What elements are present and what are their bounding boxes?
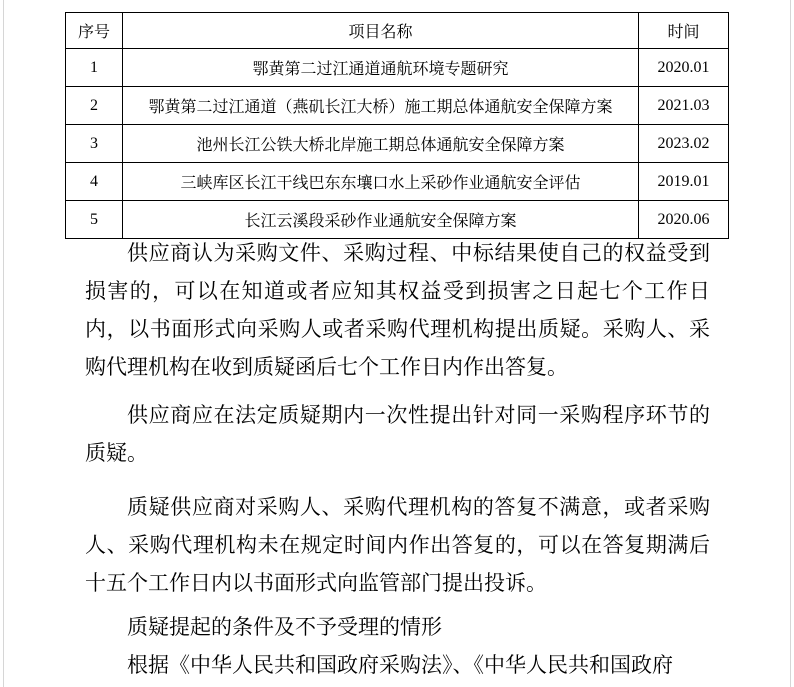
column-header-number: 序号 [66,13,123,49]
cell-row-number: 5 [66,201,123,239]
paragraph-legal-basis-truncated: 根据《中华人民共和国政府采购法》、《中华人民共和国政府 [127,653,673,677]
document-body [85,234,710,684]
table-row [66,163,729,201]
cell-row-number: 3 [66,125,123,163]
column-header-project-name: 项目名称 [123,13,639,49]
cell-time: 2020.06 [639,201,729,239]
table-row [66,201,729,239]
paragraph-complaint-to-regulator: 质疑供应商对采购人、采购代理机构的答复不满意，或者采购人、采购代理机构未在规定时间内作出答复的，可以在答复期满后十五个工作日内以书面形式向监管部门提出投诉。 [85,495,710,595]
page-edge-left [3,0,4,687]
table-header-row [66,13,729,49]
cell-time: 2021.03 [639,87,729,125]
table-row [66,125,729,163]
cell-row-number: 4 [66,163,123,201]
project-reference-table [65,12,729,239]
column-header-time: 时间 [639,13,729,49]
cell-time: 2023.02 [639,125,729,163]
table-row [66,87,729,125]
cell-project-name: 池州长江公铁大桥北岸施工期总体通航安全保障方案 [123,125,639,163]
cell-project-name: 鄂黄第二过江通道（燕矶长江大桥）施工期总体通航安全保障方案 [123,87,639,125]
paragraph-one-time-challenge: 供应商应在法定质疑期内一次性提出针对同一采购程序环节的质疑。 [85,403,710,465]
cell-project-name: 三峡库区长江干线巴东东壤口水上采砂作业通航安全评估 [123,163,639,201]
paragraph-supplier-challenge-rights: 供应商认为采购文件、采购过程、中标结果使自己的权益受到损害的，可以在知道或者应知其权益受到损害之日起七个工作日内，以书面形式向采购人或者采购代理机构提出质疑。采购人、采购代理机构在收到质疑函后七个工作日内作出答复。 [85,241,710,379]
table-row [66,49,729,87]
cell-project-name: 长江云溪段采砂作业通航安全保障方案 [123,201,639,239]
paragraph-challenge-conditions-heading: 质疑提起的条件及不予受理的情形 [127,615,442,639]
cell-time: 2019.01 [639,163,729,201]
cell-row-number: 2 [66,87,123,125]
page-edge-right [790,0,791,687]
cell-project-name: 鄂黄第二过江通道通航环境专题研究 [123,49,639,87]
cell-time: 2020.01 [639,49,729,87]
cell-row-number: 1 [66,49,123,87]
